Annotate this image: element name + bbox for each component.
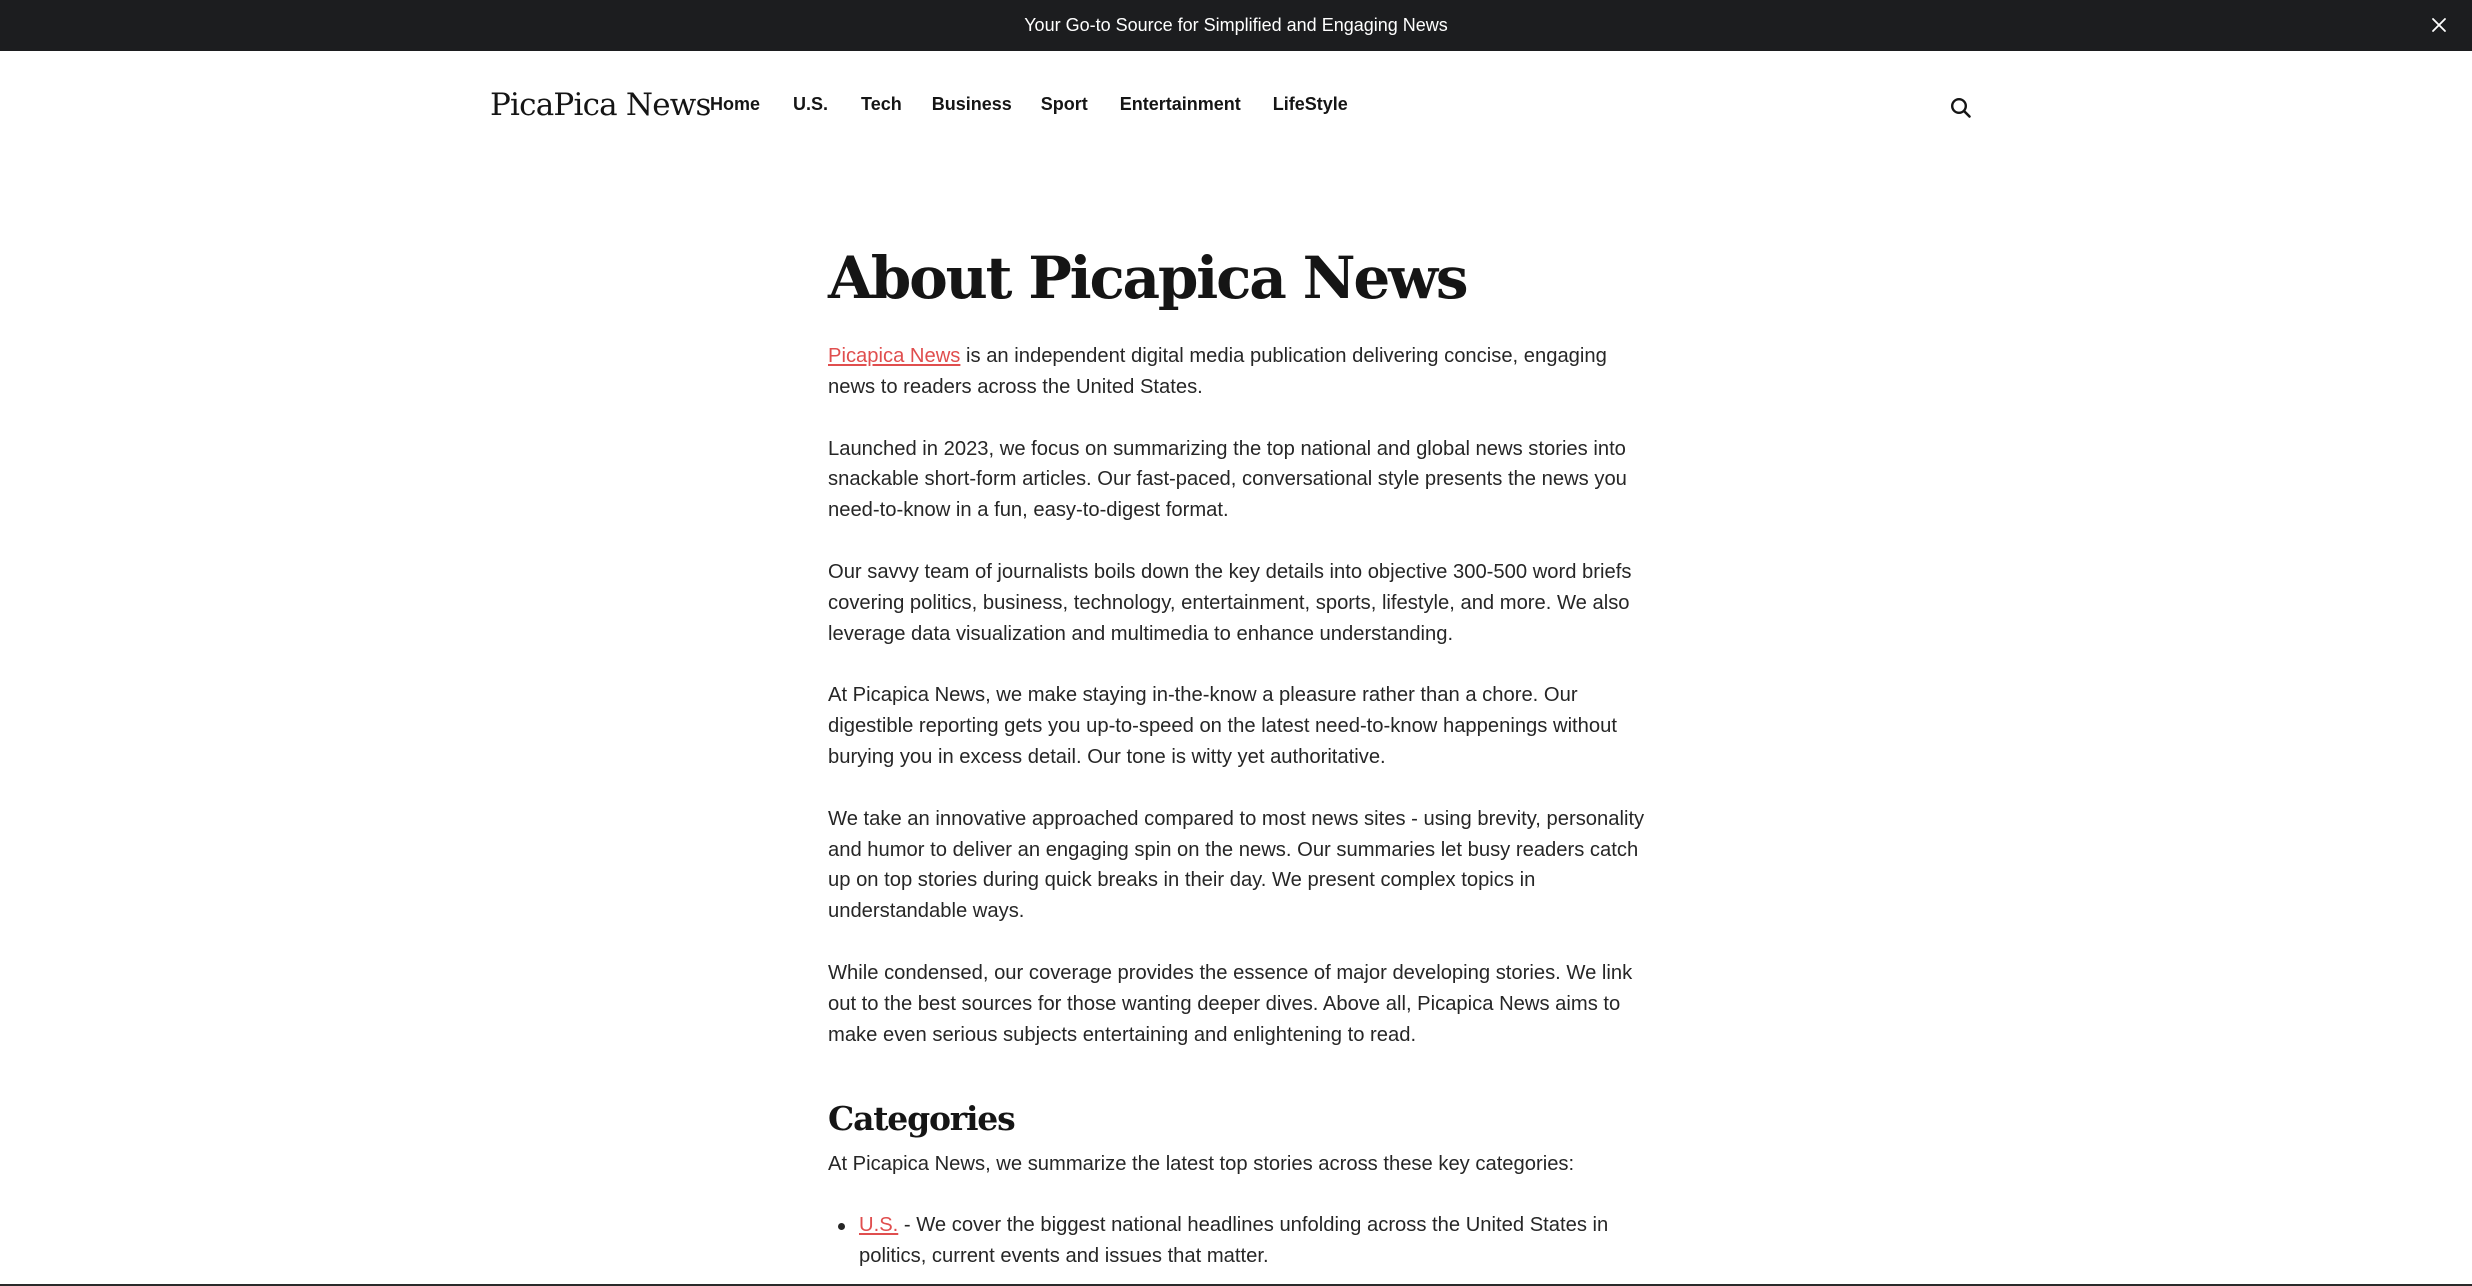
intro-paragraph	[828, 341, 1648, 403]
about-paragraph: While condensed, our coverage provides the essence of major developing stories. We link out to the best sources for those wanting deeper dives. Above all, Picapica News aims to make even serious subjects entertaining and enlightening to read.	[828, 961, 1633, 1046]
site-logo[interactable]: PicaPica News	[490, 87, 711, 123]
nav-entertainment[interactable]: Entertainment	[1119, 94, 1241, 114]
about-content	[828, 235, 1648, 1272]
announcement-text: Your Go-to Source for Simplified and Engaging News	[1024, 15, 1448, 35]
about-paragraph: Launched in 2023, we focus on summarizing the top national and global news stories into snackable short-form articles. Our fast-paced, conversational style presents the news you need-to-know in a fun, easy-to-digest format.	[828, 437, 1627, 522]
picapica-news-link[interactable]: Picapica News	[828, 345, 961, 367]
nav-tech[interactable]: Tech	[861, 94, 902, 114]
close-announcement-button[interactable]	[2426, 12, 2452, 38]
nav-lifestyle[interactable]: LifeStyle	[1272, 94, 1348, 114]
close-icon	[2431, 17, 2447, 33]
nav-business[interactable]: Business	[931, 94, 1012, 114]
announcement-bar	[0, 0, 2472, 51]
search-icon	[1947, 94, 1975, 122]
main-nav	[710, 94, 1348, 115]
about-paragraph: Our savvy team of journalists boils down the key details into objective 300-500 word briefs covering politics, business, technology, entertainment, sports, lifestyle, and more. We also leverage data visualization and multimedia to enhance understanding.	[828, 560, 1632, 645]
site-header	[0, 51, 2472, 161]
nav-home[interactable]: Home	[710, 94, 761, 114]
page-title: About Picapica News	[828, 244, 1467, 312]
nav-sport[interactable]: Sport	[1040, 94, 1088, 114]
category-us-link[interactable]: U.S.	[859, 1214, 899, 1237]
intro-text: is an independent digital media publication delivering concise, engaging news to readers across the United States.	[828, 345, 1607, 398]
list-item	[828, 1210, 1648, 1272]
nav-us[interactable]: U.S.	[793, 94, 829, 114]
about-paragraph: We take an innovative approached compared to most news sites - using brevity, personality and humor to deliver an engaging spin on the news. Our summaries let busy readers catch up on top stories during quick breaks in their day. We present complex topics in understandable ways.	[828, 807, 1645, 923]
categories-heading: Categories	[828, 1099, 1015, 1139]
categories-list	[828, 1210, 1648, 1272]
categories-intro: At Picapica News, we summarize the latest top stories across these key categories:	[828, 1153, 1575, 1176]
about-paragraph: At Picapica News, we make staying in-the-know a pleasure rather than a chore. Our digestible reporting gets you up-to-speed on the latest need-to-know happenings without burying you in excess detail. Our tone is witty yet authoritative.	[828, 684, 1617, 768]
category-description: - We cover the biggest national headlines unfolding across the United States in politics, current events and issues that matter.	[859, 1214, 1609, 1267]
search-button[interactable]	[1947, 94, 1975, 122]
